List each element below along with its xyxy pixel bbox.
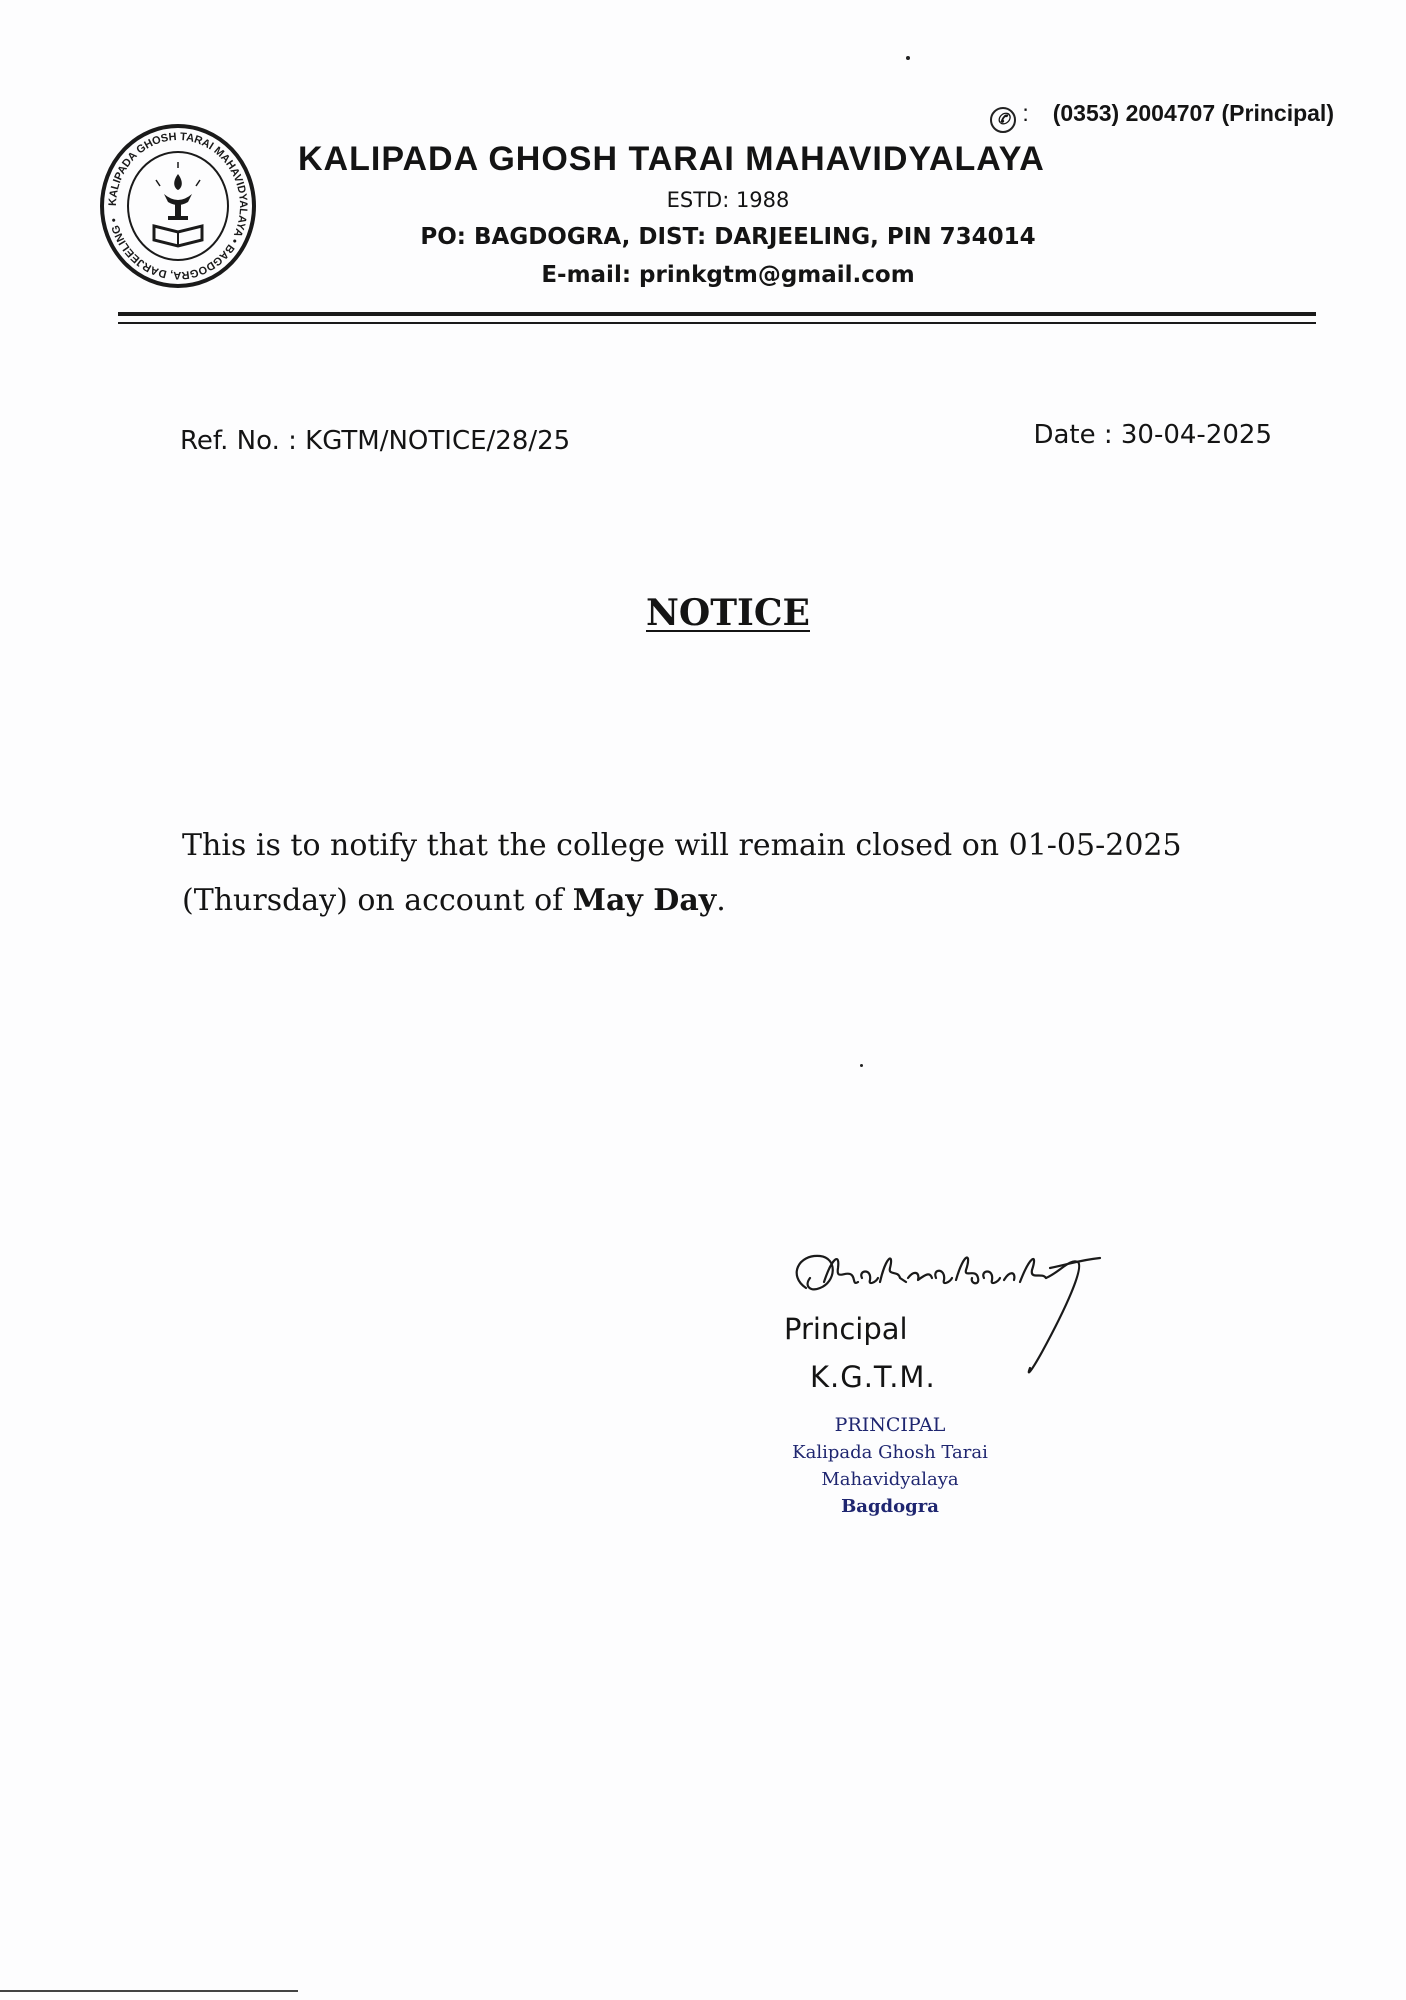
phone-number: (0353) 2004707 (Principal) xyxy=(1052,100,1334,126)
stamp-line-2: Mahavidyalaya xyxy=(821,1469,959,1490)
reference-number: Ref. No. : KGTM/NOTICE/28/25 xyxy=(180,426,571,456)
notice-body-text: This is to notify that the college will remain closed on 01-05-2025 (Thursday) on account of xyxy=(182,828,1182,918)
scan-speck xyxy=(860,1064,863,1067)
college-email: E-mail: prinkgtm@gmail.com xyxy=(541,262,915,288)
notice-title: NOTICE xyxy=(646,592,810,634)
scan-speck xyxy=(906,56,910,60)
seal-ring-text: KALIPADA GHOSH TARAI MAHAVIDYALAYA • BAGDOGRA, DARJEELING • xyxy=(106,130,250,282)
stamp-title: PRINCIPAL xyxy=(834,1414,946,1436)
notice-body-end: . xyxy=(716,883,726,918)
notice-body xyxy=(182,818,1282,928)
college-address: PO: BAGDOGRA, DIST: DARJEELING, PIN 734014 xyxy=(420,224,1036,250)
phone-line xyxy=(990,100,1334,133)
principal-stamp xyxy=(740,1412,1040,1520)
phone-icon: ✆ xyxy=(990,107,1016,133)
established-year: ESTD: 1988 xyxy=(666,188,790,212)
signatory-title: Principal xyxy=(784,1312,908,1346)
letterhead-divider xyxy=(118,312,1316,316)
notice-date: Date : 30-04-2025 xyxy=(1033,420,1272,450)
notice-holiday-name: May Day xyxy=(572,883,717,918)
stamp-line-3: Bagdogra xyxy=(841,1496,939,1517)
scan-edge-line xyxy=(0,1990,298,1992)
letterhead-divider-thin xyxy=(118,322,1316,324)
phone-label: : xyxy=(1022,100,1029,126)
college-name: KALIPADA GHOSH TARAI MAHAVIDYALAYA xyxy=(298,140,1045,178)
stamp-line-1: Kalipada Ghosh Tarai xyxy=(792,1442,988,1463)
signatory-org: K.G.T.M. xyxy=(810,1360,936,1394)
